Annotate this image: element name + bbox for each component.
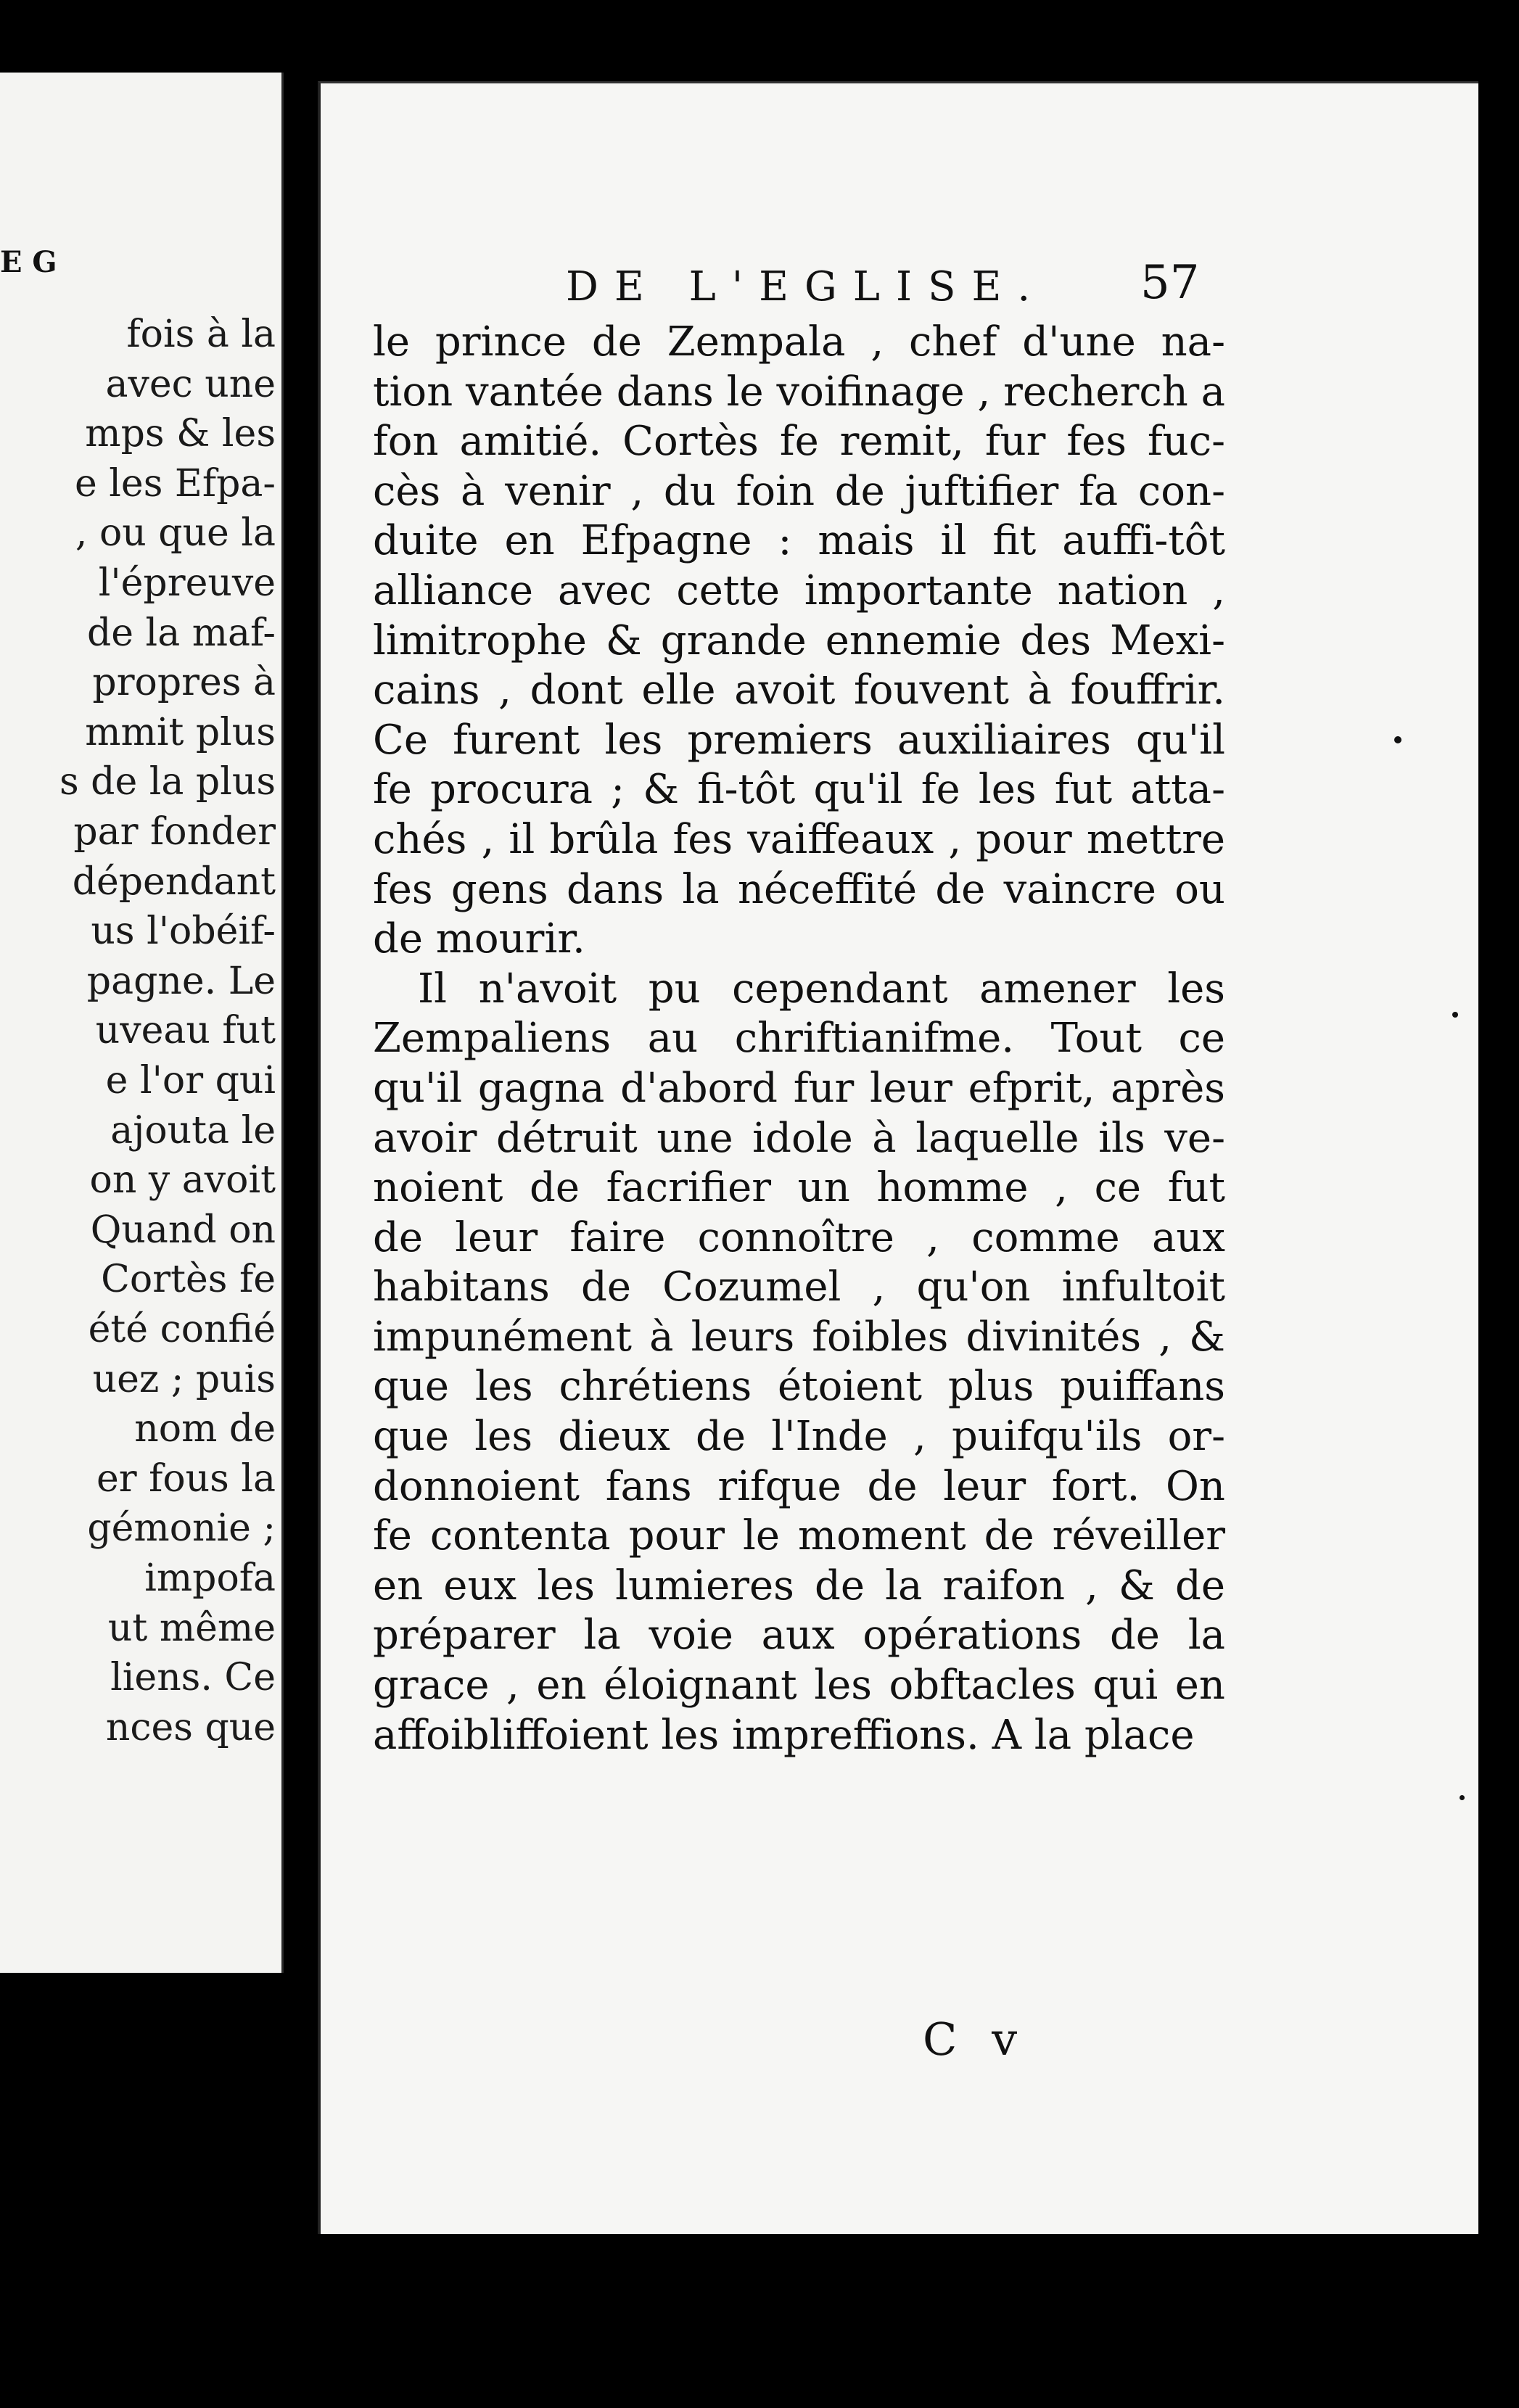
left-page-line: ajouta le bbox=[110, 1108, 276, 1153]
text-line: impunément à leurs foibles divinités , & bbox=[373, 1313, 1225, 1361]
left-page-line: e l'or qui bbox=[105, 1059, 276, 1102]
book-page bbox=[318, 81, 1478, 2234]
text-line: cains , dont elle avoit fouvent à fouffrir. bbox=[373, 667, 1225, 714]
text-line: grace , en éloignant les obftacles qui en bbox=[373, 1662, 1225, 1710]
text-line: habitans de Cozumel , qu'on infultoit bbox=[373, 1263, 1225, 1311]
left-page-header-fragment: E G bbox=[0, 245, 57, 279]
left-page-line: uveau fut bbox=[95, 1009, 276, 1053]
left-page-line: on y avoit bbox=[89, 1158, 276, 1203]
left-page-line: l'épreuve bbox=[98, 561, 276, 605]
text-line: alliance avec cette importante nation , bbox=[373, 566, 1225, 614]
left-page-line: pagne. Le bbox=[86, 959, 276, 1003]
left-page-line: été confié bbox=[88, 1308, 276, 1351]
left-page-line: dépendant bbox=[72, 859, 276, 904]
text-line: limitrophe & grande ennemie des Mexi- bbox=[373, 617, 1225, 664]
left-page-line: us l'obéif- bbox=[91, 910, 276, 954]
left-page-line: propres à bbox=[92, 661, 276, 705]
text-line: noient de facrifier un homme , ce fut bbox=[373, 1164, 1225, 1212]
text-line: de mourir. bbox=[373, 915, 585, 963]
text-line: fon amitié. Cortès fe remit, fur fes fuc- bbox=[373, 418, 1225, 466]
text-line: de leur faire connoître , comme aux bbox=[373, 1213, 1225, 1261]
text-line: affoibliffoient les impreffions. A la place bbox=[373, 1711, 1195, 1759]
left-page-line: Quand on bbox=[90, 1208, 276, 1252]
signature-mark: C v bbox=[923, 2013, 1028, 2066]
text-line: tion vantée dans le voifinage , recherch a bbox=[373, 368, 1225, 416]
previous-page-fragment bbox=[0, 73, 284, 1973]
left-page-line: uez ; puis bbox=[92, 1357, 276, 1401]
left-page-line: ut même bbox=[107, 1606, 276, 1650]
page-number: 57 bbox=[1140, 256, 1200, 310]
ink-speck bbox=[1452, 1012, 1458, 1018]
left-page-line: de la maf- bbox=[86, 611, 276, 655]
left-page-line: Cortès fe bbox=[101, 1258, 276, 1302]
text-line: cès à venir , du foin de juftifier fa con- bbox=[373, 467, 1225, 515]
left-page-line: impofa bbox=[144, 1556, 276, 1600]
left-page-line: gémonie ; bbox=[87, 1506, 276, 1551]
left-page-line: liens. Ce bbox=[110, 1656, 276, 1700]
left-page-line: nom de bbox=[134, 1407, 276, 1451]
text-line: chés , il brûla fes vaiffeaux , pour mettre bbox=[373, 815, 1225, 863]
left-page-line: s de la plus bbox=[59, 760, 276, 804]
text-line: Ce furent les premiers auxiliaires qu'il bbox=[373, 716, 1225, 764]
left-page-line: mmit plus bbox=[85, 710, 276, 754]
ink-speck bbox=[1460, 1795, 1465, 1800]
text-line: qu'il gagna d'abord fur leur efprit, après bbox=[373, 1064, 1225, 1112]
body-text bbox=[373, 318, 1225, 1760]
text-line: Zempaliens au chriftianifme. Tout ce bbox=[373, 1015, 1225, 1063]
left-page-line: nces que bbox=[105, 1705, 276, 1749]
left-page-line: , ou que la bbox=[75, 511, 276, 556]
text-line: fes gens dans la néceffité de vaincre ou bbox=[373, 865, 1225, 913]
text-line: Il n'avoit pu cependant amener les bbox=[418, 965, 1225, 1013]
left-page-line: mps & les bbox=[85, 412, 276, 456]
text-line: fe contenta pour le moment de réveiller bbox=[373, 1512, 1225, 1560]
text-line: donnoient fans rifque de leur fort. On bbox=[373, 1462, 1225, 1510]
text-line: fe procura ; & fi-tôt qu'il fe les fut atta- bbox=[373, 766, 1225, 814]
left-page-line: par fonder bbox=[73, 810, 276, 854]
text-line: que les chrétiens étoient plus puiffans bbox=[373, 1363, 1225, 1411]
text-line: que les dieux de l'Inde , puifqu'ils or- bbox=[373, 1413, 1225, 1461]
left-page-line: e les Efpa- bbox=[75, 461, 276, 506]
left-page-line: avec une bbox=[105, 362, 276, 406]
text-line: préparer la voie aux opérations de la bbox=[373, 1612, 1225, 1659]
text-line: avoir détruit une idole à laquelle ils ve- bbox=[373, 1114, 1225, 1162]
left-page-line: fois à la bbox=[126, 313, 276, 356]
text-line: duite en Efpagne : mais il fit auffi-tôt bbox=[373, 517, 1225, 565]
text-line: en eux les lumieres de la raifon , & de bbox=[373, 1562, 1225, 1609]
left-page-line: er fous la bbox=[96, 1456, 276, 1501]
text-line: le prince de Zempala , chef d'une na- bbox=[373, 318, 1225, 366]
running-head: DE L'EGLISE. bbox=[566, 263, 1047, 310]
ink-speck bbox=[1394, 736, 1401, 743]
